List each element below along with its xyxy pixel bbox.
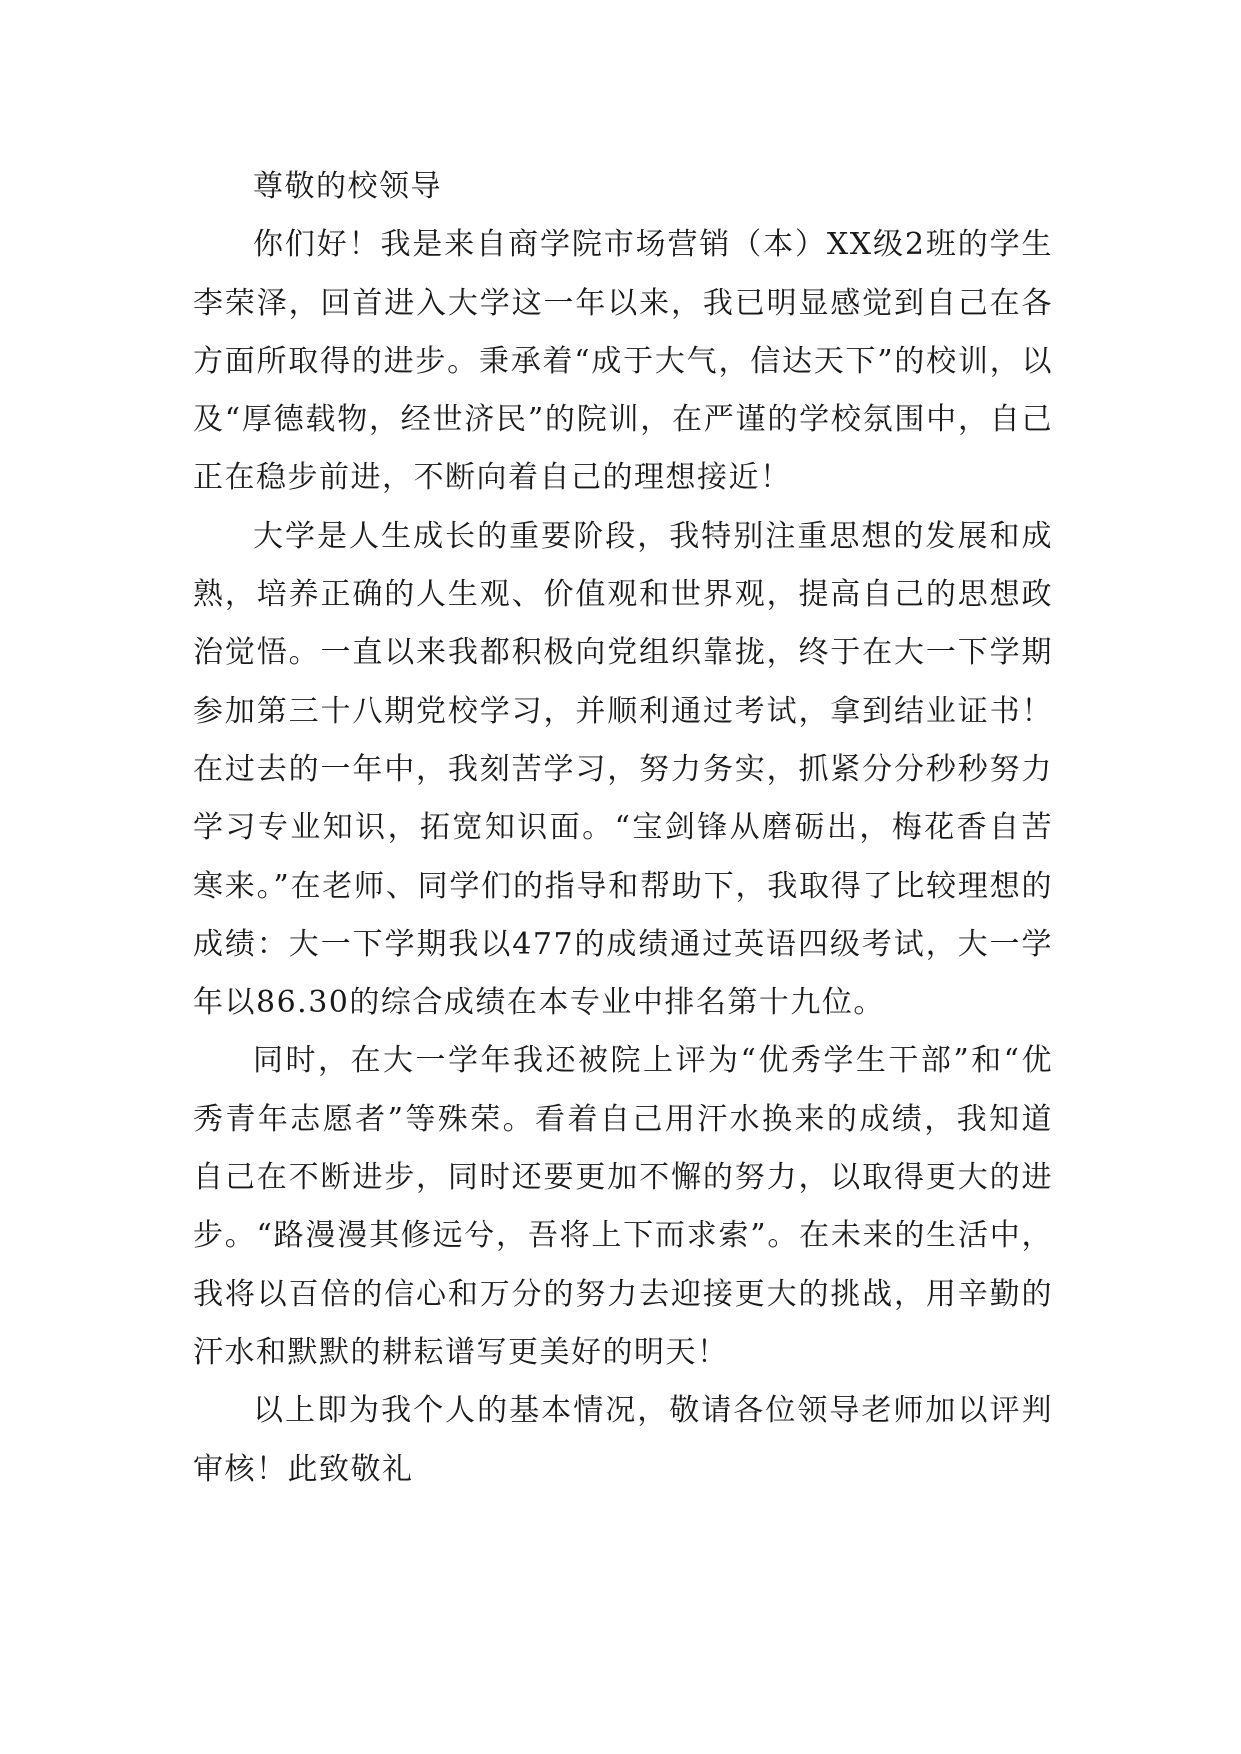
paragraph-introduction: 你们好！我是来自商学院市场营销（本）XX级2班的学生李荣泽，回首进入大学这一年以来，我已明显感觉到自己在各方面所取得的进步。秉承着“成于大气，信达天下”的校训，以及“厚德载物，经世济民”的院训，在严谨的学校氛围中，自己正在稳步前进，不断向着自己的理想接近！ <box>193 227 1053 496</box>
paragraph-honors: 同时，在大一学年我还被院上评为“优秀学生干部”和“优秀青年志愿者”等殊荣。看着自己用汗水换来的成绩，我知道自己在不断进步，同时还要更加不懈的努力，以取得更大的进步。“路漫漫其修远兮，吾将上下而求索”。在未来的生活中，我将以百倍的信心和万分的努力去迎接更大的挑战，用辛勤的汗水和默默的耕耘谱写更美好的明天！ <box>193 1043 1053 1370</box>
paragraph-closing: 以上即为我个人的基本情况，敬请各位领导老师加以评判审核！此致敬礼 <box>193 1393 1053 1487</box>
salutation: 尊敬的校领导 <box>253 169 442 204</box>
paragraph-study-achievements: 大学是人生成长的重要阶段，我特别注重思想的发展和成熟，培养正确的人生观、价值观和世界观，提高自己的思想政治觉悟。一直以来我都积极向党组织靠拢，终于在大一下学期参加第三十八期党校学习，并顺利通过考试，拿到结业证书！在过去的一年中，我刻苦学习，努力务实，抓紧分分秒秒努力学习专业知识，拓宽知识面。“宝剑锋从磨砺出，梅花香自苦寒来。”在老师、同学们的指导和帮助下，我取得了比较理想的成绩：大一下学期我以477的成绩通过英语四级考试，大一学年以86.30的综合成绩在本专业中排名第十九位。 <box>193 518 1053 1021</box>
letter-body <box>193 158 1053 1499</box>
